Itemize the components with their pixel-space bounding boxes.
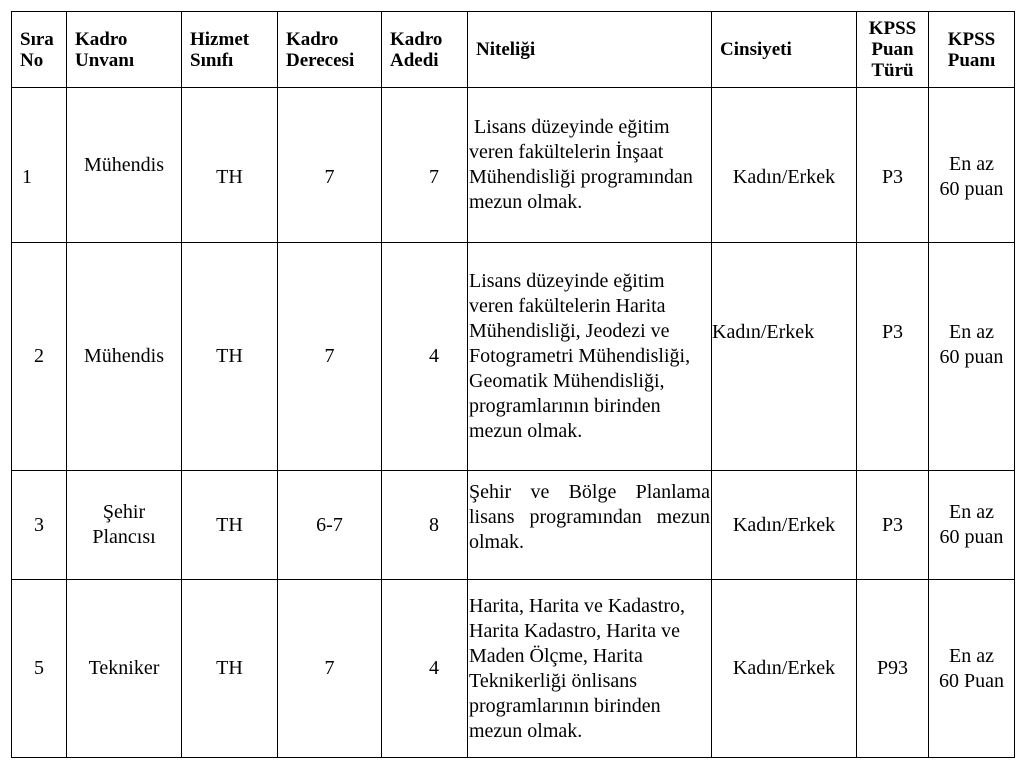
header-kadro-adedi: Kadro Adedi bbox=[382, 12, 468, 88]
cell-hizmet-sinifi: TH bbox=[182, 243, 278, 471]
cell-kadro-adedi: 8 bbox=[382, 471, 468, 580]
cell-kadro-derecesi: 7 bbox=[278, 88, 382, 243]
cell-kpss-puan-turu: P3 bbox=[857, 471, 929, 580]
header-niteligi: Niteliği bbox=[468, 12, 712, 88]
header-kpss-puan-turu: KPSS Puan Türü bbox=[857, 12, 929, 88]
cell-kpss-puan-turu: P3 bbox=[857, 88, 929, 243]
cell-cinsiyeti: Kadın/Erkek bbox=[712, 88, 857, 243]
cell-kadro-adedi: 4 bbox=[382, 580, 468, 758]
cell-niteligi: Harita, Harita ve Kadastro, Harita Kadastro, Harita ve Maden Ölçme, Harita Teknikerliği önlisans programlarının birinden mezun olmak. bbox=[468, 580, 712, 758]
header-cinsiyeti: Cinsiyeti bbox=[712, 12, 857, 88]
cell-niteligi: Şehir ve Bölge Planlama lisans programından mezun olmak. bbox=[468, 471, 712, 580]
header-kadro-derecesi: Kadro Derecesi bbox=[278, 12, 382, 88]
header-hizmet-sinifi: Hizmet Sınıfı bbox=[182, 12, 278, 88]
cell-kadro-unvani: Mühendis bbox=[67, 88, 182, 243]
cell-sira-no: 1 bbox=[12, 88, 67, 243]
cell-kadro-derecesi: 7 bbox=[278, 243, 382, 471]
cell-cinsiyeti: Kadın/Erkek bbox=[712, 471, 857, 580]
table-row bbox=[12, 243, 1015, 471]
cell-sira-no: 5 bbox=[12, 580, 67, 758]
cell-cinsiyeti: Kadın/Erkek bbox=[712, 243, 857, 471]
cell-sira-no: 3 bbox=[12, 471, 67, 580]
header-kpss-puani: KPSS Puanı bbox=[929, 12, 1015, 88]
cell-sira-no: 2 bbox=[12, 243, 67, 471]
cell-kpss-puani: En az 60 puan bbox=[929, 243, 1015, 471]
cell-hizmet-sinifi: TH bbox=[182, 88, 278, 243]
table-row bbox=[12, 471, 1015, 580]
cell-kpss-puani: En az 60 Puan bbox=[929, 580, 1015, 758]
table-row bbox=[12, 88, 1015, 243]
cell-kpss-puani: En az 60 puan bbox=[929, 88, 1015, 243]
cell-cinsiyeti: Kadın/Erkek bbox=[712, 580, 857, 758]
cell-kadro-unvani: Şehir Plancısı bbox=[67, 471, 182, 580]
cell-kpss-puan-turu: P93 bbox=[857, 580, 929, 758]
cell-kpss-puan-turu: P3 bbox=[857, 243, 929, 471]
cell-hizmet-sinifi: TH bbox=[182, 471, 278, 580]
cell-kadro-derecesi: 7 bbox=[278, 580, 382, 758]
table-row bbox=[12, 580, 1015, 758]
cell-kadro-derecesi: 6-7 bbox=[278, 471, 382, 580]
cell-kadro-adedi: 4 bbox=[382, 243, 468, 471]
cell-kadro-unvani: Mühendis bbox=[67, 243, 182, 471]
header-kadro-unvani: Kadro Unvanı bbox=[67, 12, 182, 88]
cell-niteligi: Lisans düzeyinde eğitim veren fakültelerin İnşaat Mühendisliği programından mezun olmak. bbox=[468, 88, 712, 243]
positions-table bbox=[11, 11, 1015, 758]
cell-niteligi: Lisans düzeyinde eğitim veren fakültelerin Harita Mühendisliği, Jeodezi ve Fotogrametri Mühendisliği, Geomatik Mühendisliği, programlarının birinden mezun olmak. bbox=[468, 243, 712, 471]
table-header-row bbox=[12, 12, 1015, 88]
cell-kpss-puani: En az 60 puan bbox=[929, 471, 1015, 580]
cell-kadro-adedi: 7 bbox=[382, 88, 468, 243]
cell-kadro-unvani: Tekniker bbox=[67, 580, 182, 758]
cell-hizmet-sinifi: TH bbox=[182, 580, 278, 758]
header-sira-no: Sıra No bbox=[12, 12, 67, 88]
